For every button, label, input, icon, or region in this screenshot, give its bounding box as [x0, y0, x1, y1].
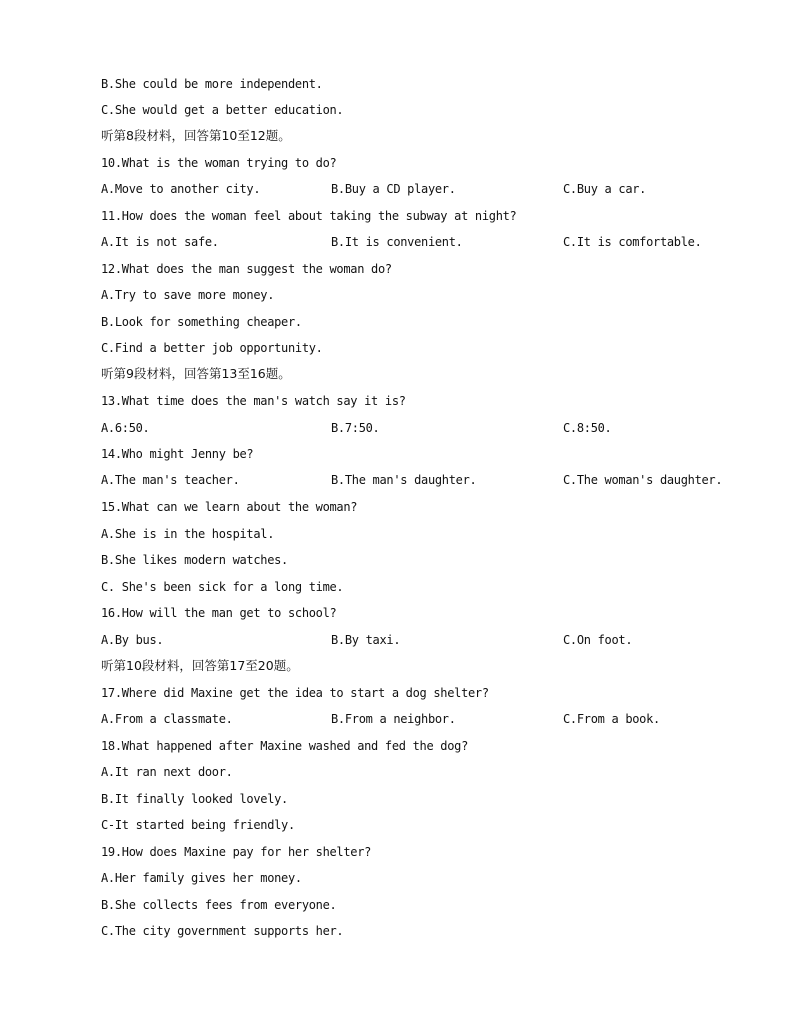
option-c: C.It is comfortable. [563, 235, 702, 249]
text-line: C.She would get a better education. [101, 103, 344, 117]
option-b: B.Buy a CD player. [331, 182, 456, 196]
text-line: A.Her family gives her money. [101, 871, 302, 885]
text-line: C-It started being friendly. [101, 818, 295, 832]
text-line: 15.What can we learn about the woman? [101, 500, 358, 514]
text-line: A.Try to save more money. [101, 288, 275, 302]
text-line: B.She likes modern watches. [101, 553, 288, 567]
option-a: A.The man's teacher. [101, 473, 240, 487]
text-line: 17.Where did Maxine get the idea to start a dog shelter? [101, 686, 489, 700]
option-a: A.By bus. [101, 633, 164, 647]
options-row [101, 232, 781, 252]
text-line: 19.How does Maxine pay for her shelter? [101, 845, 372, 859]
option-a: A.6:50. [101, 421, 150, 435]
text-line: 18.What happened after Maxine washed and fed the dog? [101, 739, 469, 753]
option-c: C.8:50. [563, 421, 612, 435]
text-line: 16.How will the man get to school? [101, 606, 337, 620]
options-row [101, 179, 781, 199]
text-line: 13.What time does the man's watch say it is? [101, 394, 406, 408]
options-row [101, 470, 781, 490]
text-line: 14.Who might Jenny be? [101, 447, 254, 461]
option-c: C.The woman's daughter. [563, 473, 723, 487]
option-b: B.7:50. [331, 421, 380, 435]
options-row [101, 418, 781, 438]
text-line: A.She is in the hospital. [101, 527, 275, 541]
options-row [101, 709, 781, 729]
option-b: B.The man's daughter. [331, 473, 477, 487]
text-line: C. She's been sick for a long time. [101, 580, 344, 594]
section-heading: 听第8段材料，回答第10至12题。 [101, 128, 291, 143]
section-heading: 听第10段材料，回答第17至20题。 [101, 658, 299, 673]
option-c: C.Buy a car. [563, 182, 647, 196]
text-line: 12.What does the man suggest the woman do? [101, 262, 392, 276]
options-row [101, 630, 781, 650]
section-heading: 听第9段材料，回答第13至16题。 [101, 366, 291, 381]
text-line: 10.What is the woman trying to do? [101, 156, 337, 170]
text-line: B.She could be more independent. [101, 77, 323, 91]
text-line: C.The city government supports her. [101, 924, 344, 938]
option-c: C.On foot. [563, 633, 633, 647]
text-line: B.Look for something cheaper. [101, 315, 302, 329]
text-line: 11.How does the woman feel about taking the subway at night? [101, 209, 517, 223]
text-line: A.It ran next door. [101, 765, 233, 779]
option-b: B.It is convenient. [331, 235, 463, 249]
text-line: B.It finally looked lovely. [101, 792, 288, 806]
option-a: A.It is not safe. [101, 235, 219, 249]
option-b: B.From a neighbor. [331, 712, 456, 726]
option-c: C.From a book. [563, 712, 660, 726]
option-a: A.From a classmate. [101, 712, 233, 726]
text-line: C.Find a better job opportunity. [101, 341, 323, 355]
option-b: B.By taxi. [331, 633, 401, 647]
text-line: B.She collects fees from everyone. [101, 898, 337, 912]
option-a: A.Move to another city. [101, 182, 261, 196]
